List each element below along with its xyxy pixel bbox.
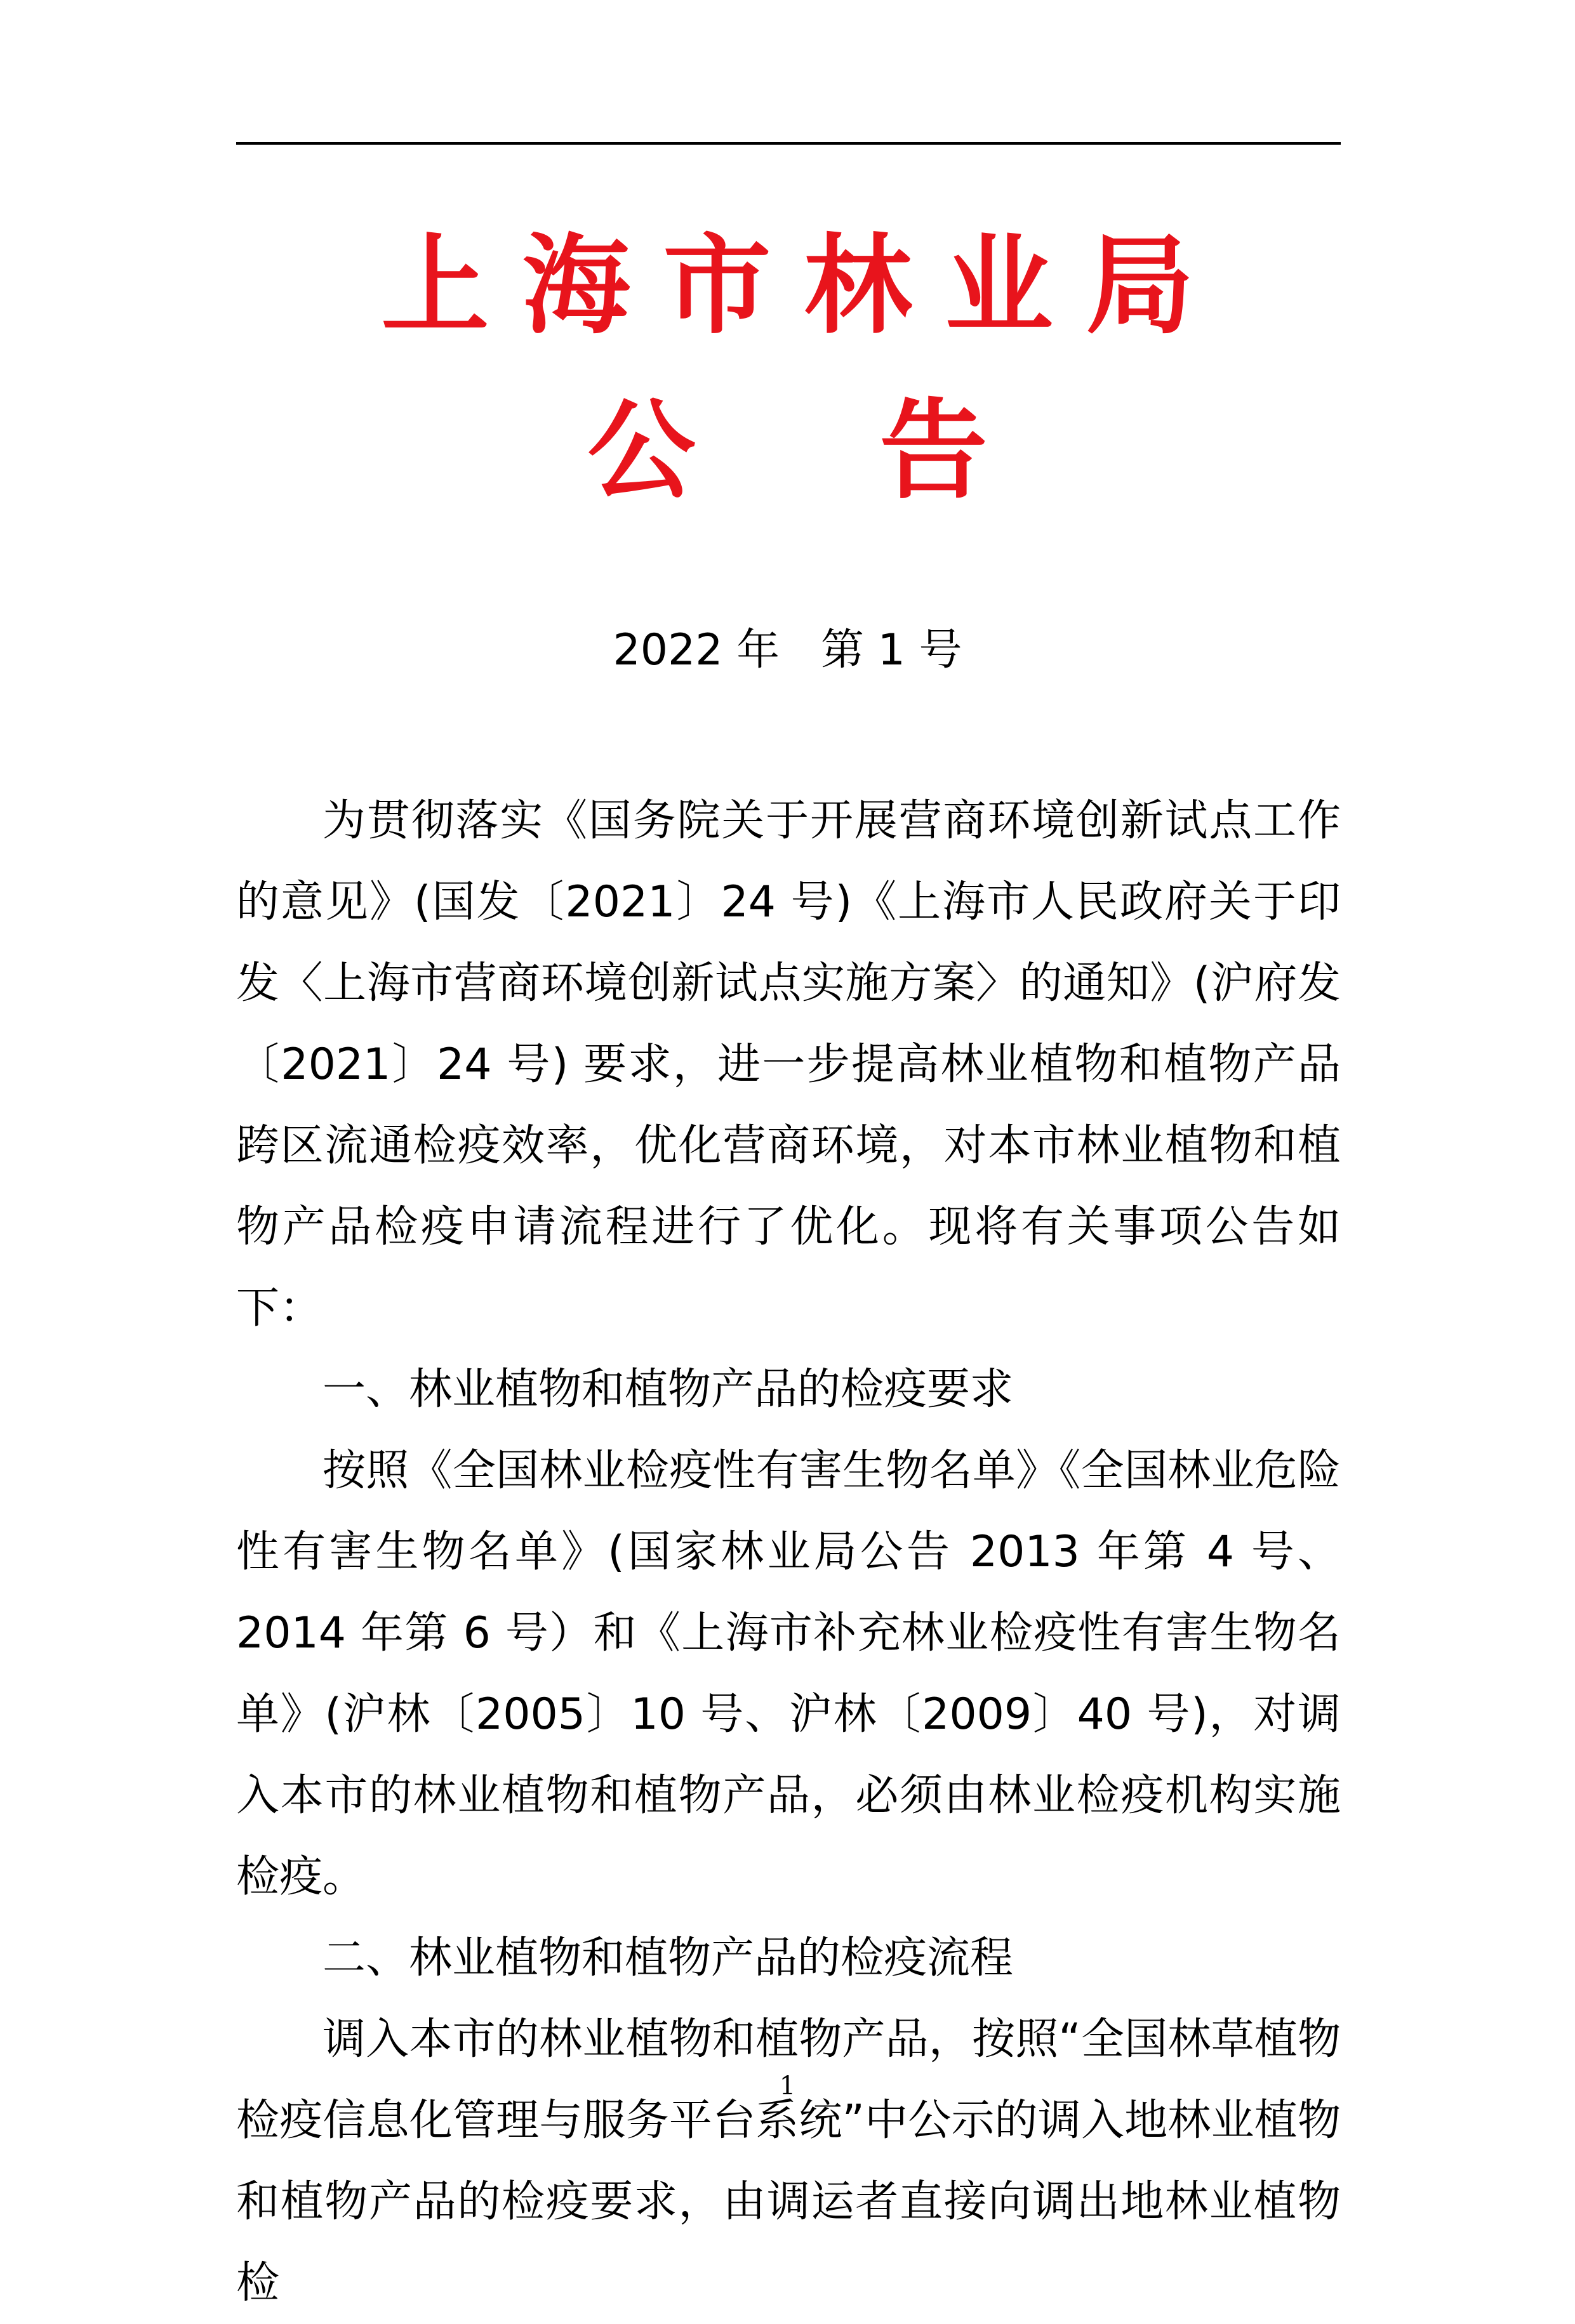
body-paragraph-section-2: 调入本市的林业植物和植物产品，按照“全国林草植物检疫信息化管理与服务平台系统”中公示的调入地林业植物和植物产品的检疫要求，由调运者直接向调出地林业植物检 [236, 2014, 1341, 2308]
document-number: 2022 年 第 1 号 [613, 625, 962, 675]
header-divider [236, 142, 1341, 145]
body-paragraph-section-1: 按照《全国林业检疫性有害生物名单》《全国林业危险性有害生物名单》(国家林业局公告 2013 年第 4 号、2014 年第 6 号）和《上海市补充林业检疫性有害生物名单》(沪林〔2005〕10 号、沪林〔2009〕40 号)，对调入本市的林业植物和植物产品，必须由林业检疫机构实施检疫。 [236, 1446, 1341, 1902]
body-paragraph-intro: 为贯彻落实《国务院关于开展营商环境创新试点工作的意见》(国发〔2021〕24 号)《上海市人民政府关于印发〈上海市营商环境创新试点实施方案〉的通知》(沪府发〔2021〕24 号) 要求，进一步提高林业植物和植物产品跨区流通检疫效率，优化营商环境，对本市林业植物和植物产品检疫申请流程进行了优化。现将有关事项公告如下： [236, 796, 1341, 1333]
page-number: 1 [779, 2071, 796, 2101]
section-heading-2: 二、林业植物和植物产品的检疫流程 [322, 1933, 1014, 1983]
section-heading-1: 一、林业植物和植物产品的检疫要求 [322, 1364, 1014, 1415]
organization-title: 上海市林业局 [381, 222, 1227, 349]
document-type-title: 公告 [587, 387, 1172, 514]
